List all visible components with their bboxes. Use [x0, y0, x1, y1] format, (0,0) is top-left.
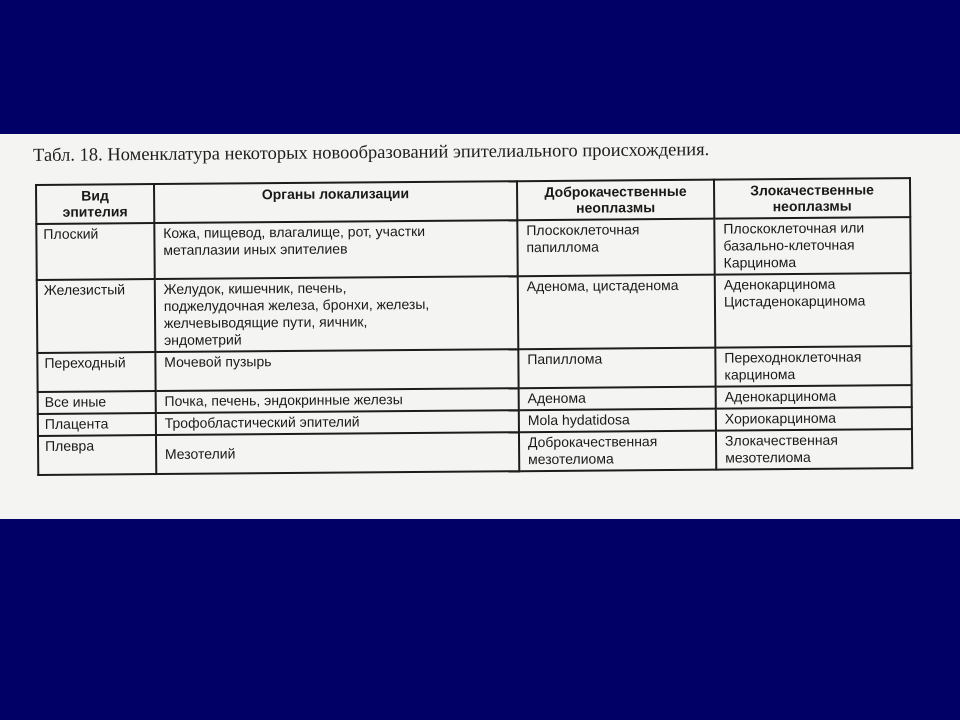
cell-organs: Желудок, кишечник, печень, поджелудочная железа, бронхи, железы, желчевыводящие пути, яичник, эндометрий [155, 276, 519, 352]
header-benign-neoplasms: Доброкачественные неоплазмы [517, 180, 714, 221]
cell-organs: Кожа, пищевод, влагалище, рот, участки метаплазии иных эпителиев [154, 220, 518, 279]
table-row [37, 346, 911, 392]
cell-benign: Аденома [519, 387, 716, 411]
cell-malignant: Плоскоклеточная или базально-клеточная Карцинома [714, 217, 910, 275]
cell-benign: Mola hydatidosa [519, 409, 716, 433]
cell-benign: Папиллома [518, 348, 715, 389]
cell-benign: Плоскоклеточная папиллома [517, 219, 715, 277]
table-row [36, 217, 910, 280]
cell-epithelium-type: Все иные [38, 391, 156, 414]
cell-malignant: Хориокарцинома [716, 407, 912, 431]
cell-organs: Мезотелий [156, 432, 519, 474]
cell-organs: Почка, печень, эндокринные железы [155, 388, 518, 413]
table-row [38, 429, 912, 475]
cell-epithelium-type: Плоский [36, 223, 154, 280]
cell-epithelium-type: Плацента [38, 413, 156, 436]
header-malignant-neoplasms: Злокачественные неоплазмы [714, 178, 910, 219]
table-row [37, 273, 912, 353]
cell-malignant: Злокачественная мезотелиома [716, 429, 912, 470]
cell-malignant: Аденокарцинома Цистаденокарцинома [715, 273, 912, 348]
table-header-row [36, 178, 910, 224]
cell-organs: Мочевой пузырь [155, 349, 518, 391]
cell-epithelium-type: Переходный [37, 352, 155, 392]
cell-malignant: Аденокарцинома [716, 385, 912, 409]
header-localization-organs: Органы локализации [154, 181, 517, 223]
epithelial-neoplasm-table [35, 177, 913, 476]
cell-benign: Доброкачественная мезотелиома [519, 431, 716, 472]
cell-epithelium-type: Плевра [38, 435, 156, 475]
header-epithelium-type: Вид эпителия [36, 184, 154, 224]
cell-epithelium-type: Железистый [37, 279, 155, 353]
cell-organs: Трофобластический эпителий [156, 410, 519, 435]
cell-benign: Аденома, цистаденома [518, 275, 716, 350]
scanned-page [0, 134, 960, 519]
table-caption: Табл. 18. Номенклатура некоторых новообразований эпителиального происхождения. [33, 140, 710, 166]
cell-malignant: Переходноклеточная карцинома [715, 346, 911, 387]
